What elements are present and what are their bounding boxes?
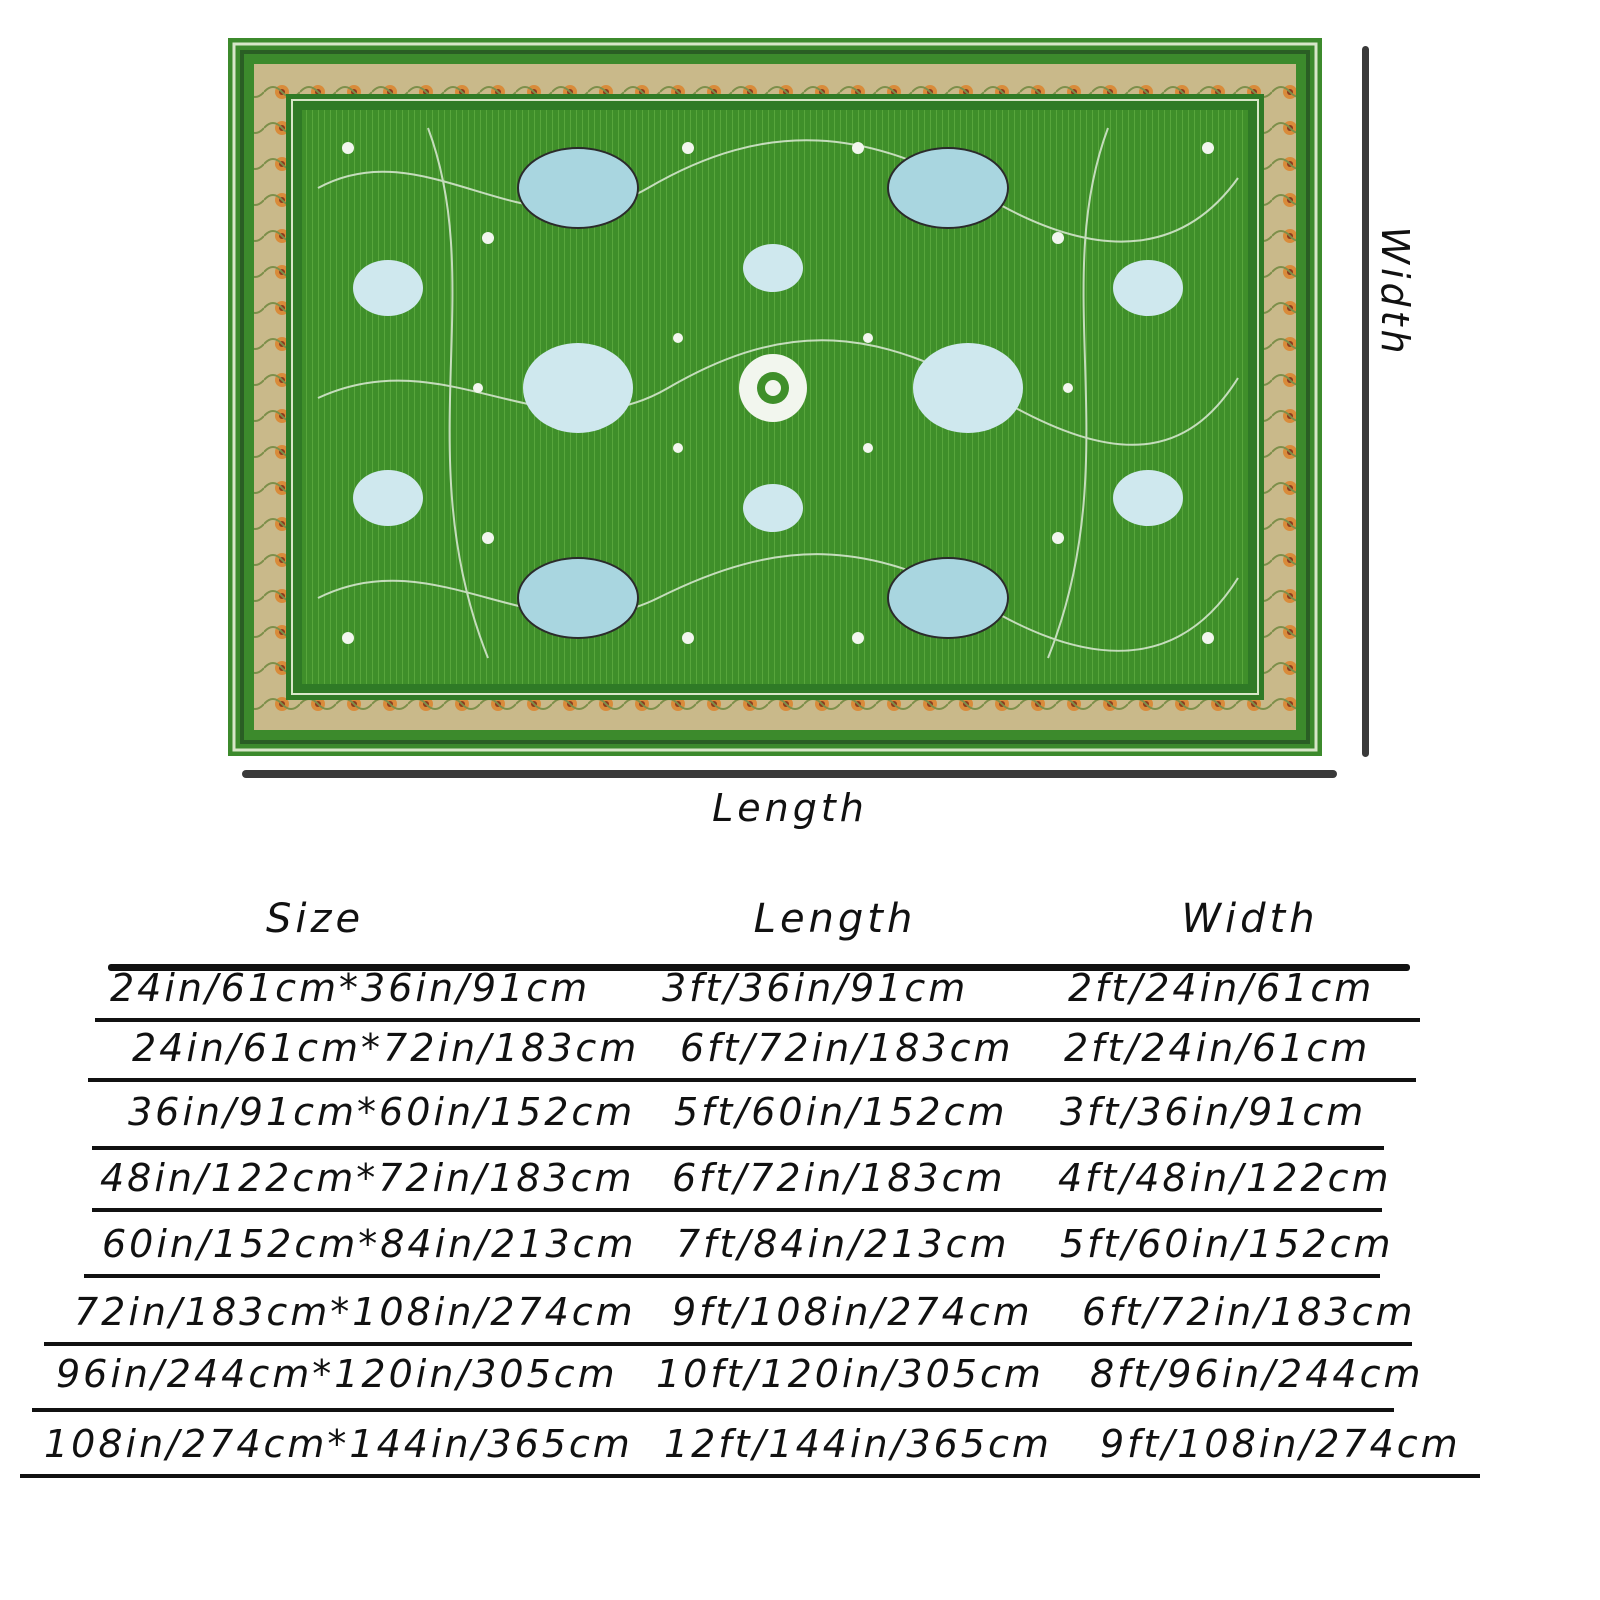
width-dimension-label: Width	[1373, 226, 1417, 358]
cell-width: 9ft/108in/274cm	[1100, 1422, 1461, 1466]
cell-width: 5ft/60in/152cm	[1060, 1222, 1394, 1266]
header-length: Length	[753, 896, 917, 942]
cell-size: 96in/244cm*120in/305cm	[56, 1352, 618, 1396]
row-divider	[92, 1208, 1382, 1212]
cell-length: 7ft/84in/213cm	[676, 1222, 1010, 1266]
cell-length: 9ft/108in/274cm	[672, 1290, 1033, 1334]
cell-width: 8ft/96in/244cm	[1090, 1352, 1424, 1396]
cell-width: 3ft/36in/91cm	[1060, 1090, 1367, 1134]
cell-width: 2ft/24in/61cm	[1064, 1026, 1371, 1070]
header-width: Width	[1181, 896, 1319, 942]
cell-length: 6ft/72in/183cm	[672, 1156, 1006, 1200]
row-divider	[92, 1146, 1384, 1150]
cell-width: 6ft/72in/183cm	[1082, 1290, 1416, 1334]
row-divider	[95, 1018, 1420, 1022]
table-row	[0, 1352, 1600, 1412]
cell-size: 24in/61cm*36in/91cm	[110, 966, 591, 1010]
cell-length: 10ft/120in/305cm	[656, 1352, 1044, 1396]
cell-size: 72in/183cm*108in/274cm	[74, 1290, 636, 1334]
length-dimension-line	[242, 770, 1337, 778]
cell-size: 48in/122cm*72in/183cm	[100, 1156, 635, 1200]
table-row	[0, 1222, 1600, 1282]
cell-width: 2ft/24in/61cm	[1068, 966, 1375, 1010]
table-row	[0, 1156, 1600, 1216]
row-divider	[84, 1274, 1380, 1278]
length-dimension-label: Length	[712, 786, 868, 830]
cell-length: 6ft/72in/183cm	[680, 1026, 1014, 1070]
table-row	[0, 1422, 1600, 1482]
table-row	[0, 1090, 1600, 1150]
cell-length: 12ft/144in/365cm	[664, 1422, 1052, 1466]
table-row	[0, 1026, 1600, 1086]
table-row	[0, 1290, 1600, 1350]
cell-size: 36in/91cm*60in/152cm	[128, 1090, 636, 1134]
table-row	[0, 966, 1600, 1026]
cell-size: 60in/152cm*84in/213cm	[102, 1222, 637, 1266]
row-divider	[88, 1078, 1416, 1082]
rug-image	[228, 38, 1322, 756]
cell-width: 4ft/48in/122cm	[1058, 1156, 1392, 1200]
cell-size: 108in/274cm*144in/365cm	[44, 1422, 633, 1466]
row-divider	[44, 1342, 1412, 1346]
cell-size: 24in/61cm*72in/183cm	[132, 1026, 640, 1070]
row-divider	[32, 1408, 1394, 1412]
row-divider	[20, 1474, 1480, 1478]
cell-length: 5ft/60in/152cm	[674, 1090, 1008, 1134]
header-size: Size	[265, 896, 365, 942]
cell-length: 3ft/36in/91cm	[662, 966, 969, 1010]
width-dimension-line	[1362, 46, 1369, 757]
